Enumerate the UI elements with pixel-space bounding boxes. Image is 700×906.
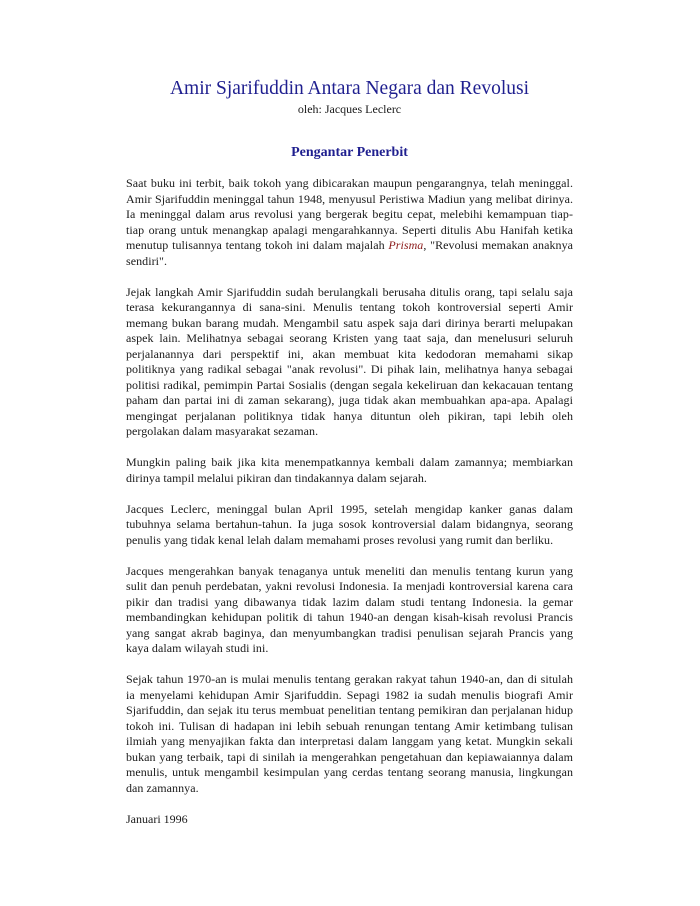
paragraph-5: Jacques mengerahkan banyak tenaganya untuk meneliti dan menulis tentang kurun yang sulit dan penuh perdebatan, yakni revolusi Indonesia. Ia menjadi kontroversial karena cara pikir dan tradisi yang dibawanya tidak lazim dalam studi tentang Indonesia. la gemar membandingkan kehidupan politik di tahun 1940-an dengan kisah-kisah revolusi Prancis yang sangat akrab baginya, dan menyumbangkan tradisi penulisan sejarah Prancis yang kaya dalam wilayah studi ini. <box>126 563 573 655</box>
paragraph-2: Jejak langkah Amir Sjarifuddin sudah berulangkali berusaha ditulis orang, tapi selalu saja terasa kekurangannya di sana-sini. Menulis tentang tokoh kontroversial seperti Amir memang bukan barang mudah. Mengambil satu aspek saja dari dirinya berarti melupakan aspek lain. Melihatnya sebagai seorang Kristen yang taat saja, dan menelusuri seluruh perjalanannya dari perspektif ini, akan membuat kita kedodoran memahami sikap politiknya yang radikal sebagai "anak revolusi". Di pihak lain, melihatnya hanya sebagai politisi radikal, pemimpin Partai Sosialis (dengan segala kekeliruan dan kekacauan tentang paham dan partai ini di zaman sekarang), juga tidak akan membuahkan apa-apa. Apalagi mengingat perjalanan politiknya tidak hanya dituntun oleh pikiran, tapi lebih oleh pergolakan dalam masyarakat sezaman. <box>126 284 573 438</box>
paragraph-3: Mungkin paling baik jika kita menempatkannya kembali dalam zamannya; membiarkan dirinya tampil melalui pikiran dan tindakannya dalam sejarah. <box>126 455 573 485</box>
paragraph-1-tail: , "Revolusi memakan anaknya sendiri". <box>126 238 573 268</box>
paragraph-1 <box>126 176 573 269</box>
paragraph-1-text: Saat buku ini terbit, baik tokoh yang dibicarakan maupun pengarangnya, telah meninggal. Amir Sjarifuddin meninggal tahun 1948, menyusul Peristiwa Madiun yang melibat dirinya. Ia meninggal dalam arus revolusi yang bergerak begitu cepat, melebihi kemampuan tiap-tiap orang untuk menangkap apalagi mengarahkannya. Seperti ditulis Abu Hanifah ketika menutup tulisannya tentang tokoh ini dalam majalah <box>126 176 573 252</box>
paragraph-4: Jacques Leclerc, meninggal bulan April 1995, setelah mengidap kanker ganas dalam tubuhnya selama bertahun-tahun. Ia juga sosok kontroversial dalam bidangnya, seorang penulis yang tidak kenal lelah dalam memahami proses revolusi yang rumit dan berliku. <box>126 501 573 547</box>
publication-date: Januari 1996 <box>126 811 188 826</box>
section-heading: Pengantar Penerbit <box>291 145 408 160</box>
document-page <box>126 78 573 827</box>
body-text <box>126 176 573 827</box>
prisma-link[interactable]: Prisma <box>388 238 424 252</box>
paragraph-6: Sejak tahun 1970-an is mulai menulis tentang gerakan rakyat tahun 1940-an, dan di situlah ia menyelami kehidupan Amir Sjarifuddin. Sepagi 1982 ia sudah menulis biografi Amir Sjarifuddin, dan sejak itu terus membuat penelitian tentang pemikiran dan perjalanan hidup tokoh ini. Tulisan di hadapan ini lebih sebuah renungan tentang Amir ketimbang tulisan ilmiah yang menyajikan fakta dan interpretasi dalam langgam yang ketat. Mungkin sekali bukan yang terbaik, tapi di sinilah ia mengerahkan pengetahuan dan kepiawaiannya dalam menulis, untuk mengambil kesimpulan yang cerdas tentang seorang manusia, lingkungan dan zamannya. <box>126 672 573 795</box>
page-title: Amir Sjarifuddin Antara Negara dan Revolusi <box>169 78 530 99</box>
author-byline: oleh: Jacques Leclerc <box>297 102 402 116</box>
